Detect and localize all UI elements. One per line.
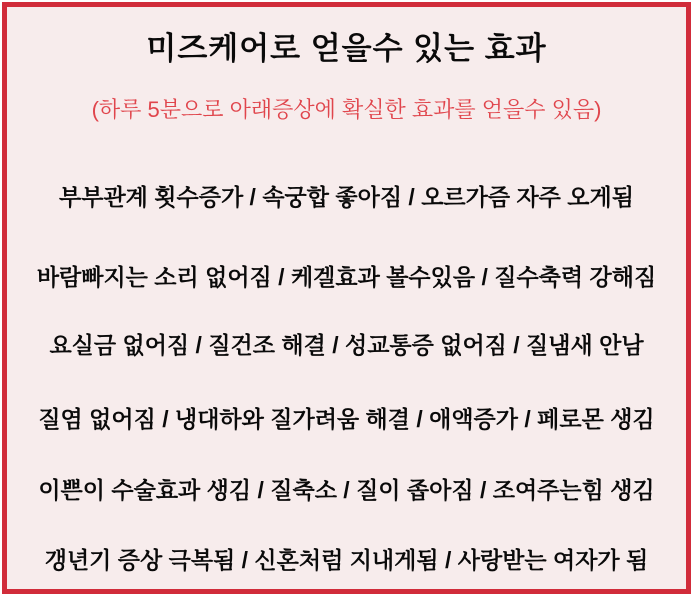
effect-line: 요실금 없어짐 / 질건조 해결 / 성교통증 없어짐 / 질냄새 안남 [49,331,644,358]
effect-line: 갱년기 증상 극복됨 / 신혼처럼 지내게됨 / 사랑받는 여자가 됨 [44,546,649,573]
page-title: 미즈케어로 얻을수 있는 효과 [146,31,547,66]
effect-line: 이쁜이 수술효과 생김 / 질축소 / 질이 좁아짐 / 조여주는힘 생김 [38,476,655,503]
effects-list [7,184,686,575]
effect-line: 바람빠지는 소리 없어짐 / 케겔효과 볼수있음 / 질수축력 강해짐 [36,264,657,291]
effect-line: 부부관계 횟수증가 / 속궁합 좋아짐 / 오르가즘 자주 오게됨 [59,183,634,210]
page-subtitle: (하루 5분으로 아래증상에 확실한 효과를 얻을수 있음) [91,97,602,123]
effects-card [2,2,691,594]
effect-line: 질염 없어짐 / 냉대하와 질가려움 해결 / 애액증가 / 페로몬 생김 [38,406,655,433]
